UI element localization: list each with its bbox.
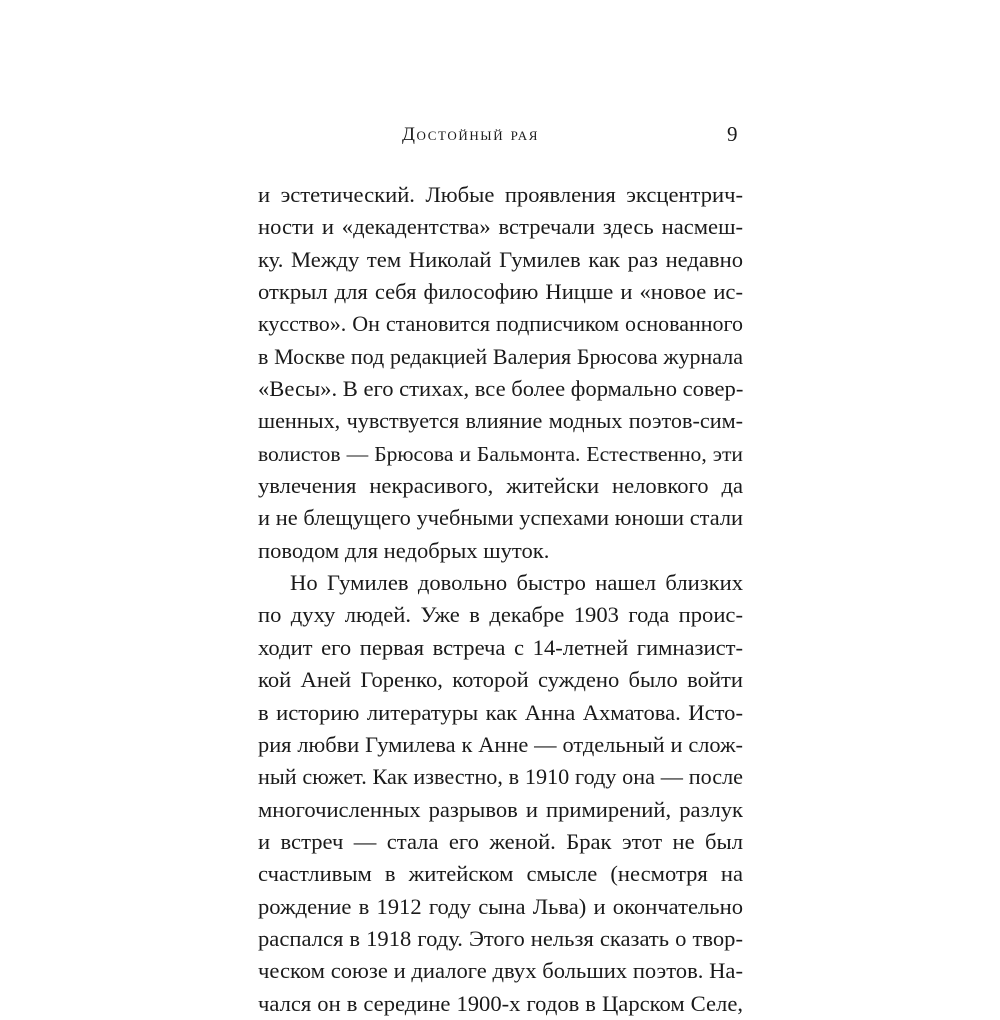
text-line: волистов — Брюсова и Бальмонта. Естественно, эти xyxy=(258,441,743,466)
text-line: ку. Между тем Николай Гумилев как раз недавно xyxy=(258,246,743,272)
text-line: и не блещущего учебными успехами юноши стали xyxy=(258,505,743,531)
text-line: увлечения некрасивого, житейски неловкого да xyxy=(258,473,743,499)
text-line: многочисленных разрывов и примирений, разлук xyxy=(258,796,743,822)
text-line: в Москве под редакцией Валерия Брюсова журнала xyxy=(258,343,743,369)
body-text xyxy=(258,179,743,1020)
running-title: Достойный рая xyxy=(402,124,540,145)
text-line: «Весы». В его стихах, все более формально совер- xyxy=(258,376,744,402)
text-line: чался он в середине 1900-х годов в Царском Селе, xyxy=(258,990,743,1016)
text-line: и встреч — стала его женой. Брак этот не был xyxy=(258,828,743,854)
text-line: открыл для себя философию Ницше и «новое ис- xyxy=(258,279,743,305)
text-line: ходит его первая встреча с 14-летней гимназист- xyxy=(258,634,743,660)
text-line: поводом для недобрых шуток. xyxy=(258,537,550,563)
text-line: рождение в 1912 году сына Льва) и окончательно xyxy=(258,893,743,919)
text-line: и эстетический. Любые проявления эксцентрич- xyxy=(258,182,743,207)
text-line: по духу людей. Уже в декабре 1903 года проис- xyxy=(258,602,743,628)
text-line: ческом союзе и диалоге двух больших поэтов. На- xyxy=(258,958,743,984)
text-line: кой Аней Горенко, которой суждено было войти xyxy=(258,667,743,693)
page-number: 9 xyxy=(727,122,738,146)
text-line: в историю литературы как Анна Ахматова. Исто- xyxy=(258,699,743,725)
text-line: Но Гумилев довольно быстро нашел близких xyxy=(290,570,743,596)
text-line: кусство». Он становится подписчиком основанного xyxy=(258,311,743,337)
text-line: счастливым в житейском смысле (несмотря на xyxy=(258,861,743,887)
text-line: рия любви Гумилева к Анне — отдельный и слож- xyxy=(258,731,743,757)
text-line: шенных, чувствуется влияние модных поэтов-сим- xyxy=(258,408,743,434)
text-line: ности и «декадентства» встречали здесь насмеш- xyxy=(258,214,743,240)
text-line: распался в 1918 году. Этого нельзя сказать о твор- xyxy=(258,925,743,951)
text-line: ный сюжет. Как известно, в 1910 году она — после xyxy=(258,764,743,790)
